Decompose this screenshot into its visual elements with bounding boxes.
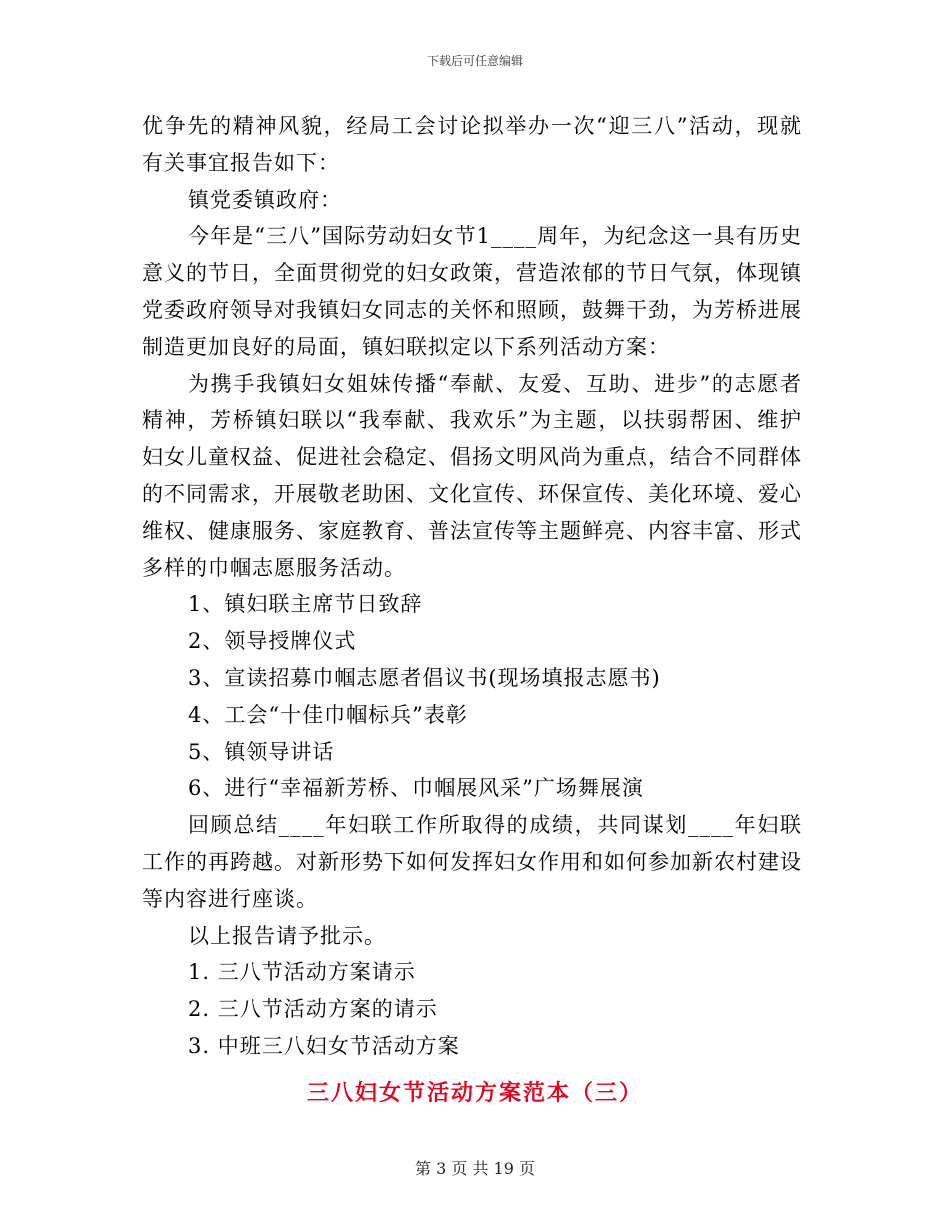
- list-item: 5、镇领导讲话: [188, 739, 335, 764]
- paragraph-intro-continuation: 优争先的精神风貌，经局工会讨论拟举办一次“迎三八”活动，现就有关事宜报告如下：: [142, 114, 802, 175]
- paragraph-review: 回顾总结____年妇联工作所取得的成绩，共同谋划____年妇联工作的再跨越。对新形势下如何发挥妇女作用和如何参加新农村建设等内容进行座谈。: [142, 813, 802, 911]
- related-link[interactable]: 3. 中班三八妇女节活动方案: [188, 1033, 460, 1058]
- list-item: 4、工会“十佳巾帼标兵”表彰: [188, 702, 468, 727]
- list-item: 1、镇妇联主席节日致辞: [188, 592, 423, 617]
- document-body: [142, 108, 802, 1065]
- paragraph-purpose: 今年是“三八”国际劳动妇女节1____周年，为纪念这一具有历史意义的节日，全面贯彻党的妇女政策，营造浓郁的节日气氛，体现镇党委政府领导对我镇妇女同志的关怀和照顾，鼓舞干劲，为芳桥进展制造更加良好的局面，镇妇联拟定以下系列活动方案：: [142, 224, 802, 359]
- page-header-note: 下载后可任意编辑: [426, 54, 523, 68]
- salutation: 镇党委镇政府：: [188, 187, 342, 212]
- page-number: 第 3 页 共 19 页: [415, 1159, 535, 1178]
- list-item: 2、领导授牌仪式: [188, 629, 357, 654]
- paragraph-theme: 为携手我镇妇女姐妹传播“奉献、友爱、互助、进步”的志愿者精神，芳桥镇妇联以“我奉献、我欢乐”为主题，以扶弱帮困、维护妇女儿童权益、促进社会稳定、倡扬文明风尚为重点，结合不同群体的不同需求，开展敬老助困、文化宣传、环保宣传、美化环境、爱心维权、健康服务、家庭教育、普法宣传等主题鲜亮、内容丰富、形式多样的巾帼志愿服务活动。: [142, 371, 802, 580]
- list-item: 6、进行“幸福新芳桥、巾帼展风采”广场舞展演: [188, 776, 644, 801]
- section-title: 三八妇女节活动方案范本（三）: [306, 1080, 643, 1106]
- related-link[interactable]: 1. 三八节活动方案请示: [188, 960, 416, 985]
- paragraph-closing: 以上报告请予批示。: [188, 923, 386, 948]
- related-link[interactable]: 2. 三八节活动方案的请示: [188, 997, 438, 1022]
- list-item: 3、宣读招募巾帼志愿者倡议书(现场填报志愿书): [188, 665, 661, 690]
